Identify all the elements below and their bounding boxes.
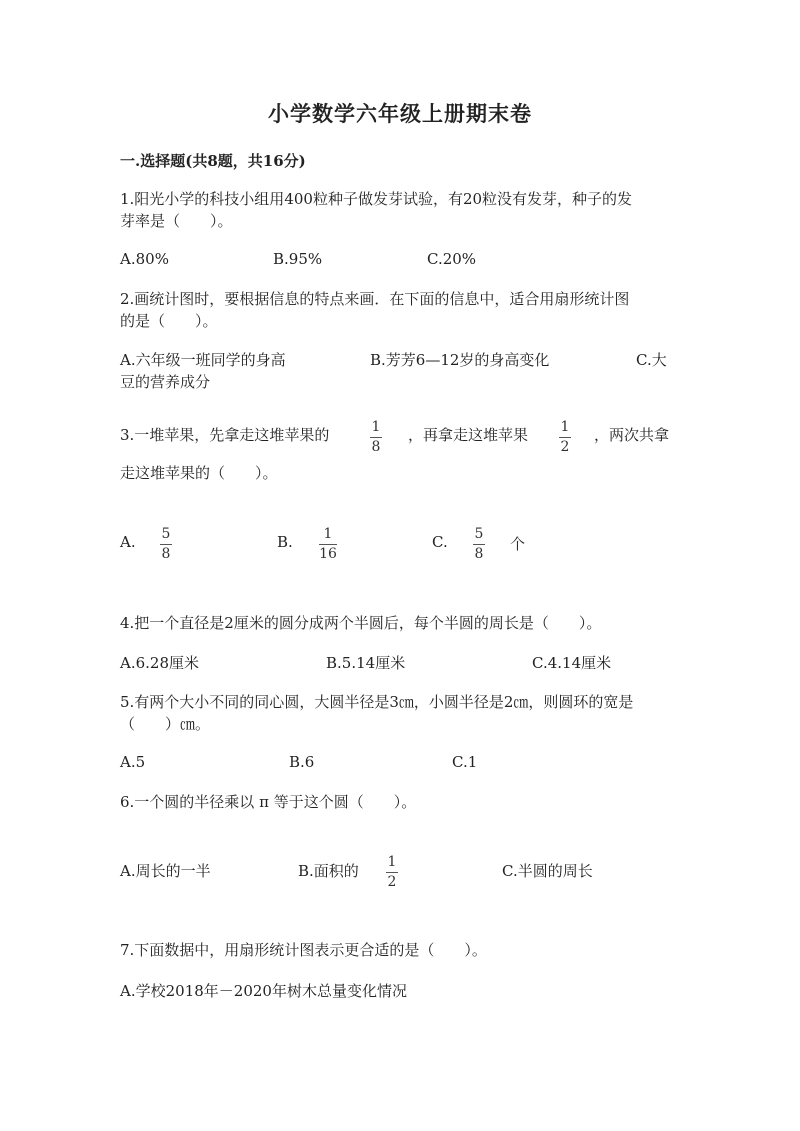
fraction-one-half xyxy=(559,419,571,455)
fraction-numerator: 1 xyxy=(560,419,570,435)
fraction-denominator: 8 xyxy=(371,439,381,455)
question-5-line-1: 5.有两个大小不同的同心圆，大圆半径是3㎝，小圆半径是2㎝，则圆环的宽是 xyxy=(120,693,634,711)
fraction-one-eighth xyxy=(370,419,382,455)
question-3-text-part-1: 3.一堆苹果，先拿走这堆苹果的 xyxy=(120,426,330,444)
question-5-line-2: （ ）㎝。 xyxy=(120,715,211,733)
question-3-option-a: A. xyxy=(120,533,136,551)
question-1-option-b: B.95% xyxy=(273,250,323,268)
question-6-option-b: B.面积的 xyxy=(298,862,359,880)
question-5-option-b: B.6 xyxy=(289,753,315,771)
option-a-fraction xyxy=(160,526,172,562)
option-c-fraction xyxy=(473,526,485,562)
question-4-option-c: C.4.14厘米 xyxy=(532,654,612,672)
question-6-line-1: 6.一个圆的半径乘以 π 等于这个圆（ ）。 xyxy=(120,793,417,811)
question-1-option-c: C.20% xyxy=(427,250,477,268)
question-2-line-1: 2.画统计图时，要根据信息的特点来画．在下面的信息中，适合用扇形统计图 xyxy=(120,290,630,308)
fraction-denominator: 8 xyxy=(161,546,171,562)
question-2-option-a: A.六年级一班同学的身高 xyxy=(120,351,286,369)
fraction-denominator: 16 xyxy=(319,546,337,562)
fraction-bar xyxy=(160,544,172,545)
question-2-line-2: 的是（ ）。 xyxy=(120,312,218,330)
question-1-line-2: 芽率是（ ）。 xyxy=(120,212,233,230)
question-3-text-part-2: ，再拿走这堆苹果 xyxy=(408,426,529,444)
question-5-option-a: A.5 xyxy=(120,753,146,771)
section-heading: 一.选择题(共8题，共16分) xyxy=(120,152,306,170)
question-6-option-c: C.半圆的周长 xyxy=(502,862,593,880)
question-3-option-c: C. xyxy=(432,533,448,551)
fraction-numerator: 1 xyxy=(323,526,333,542)
fraction-bar xyxy=(370,437,382,438)
fraction-denominator: 8 xyxy=(474,546,484,562)
question-4-line-1: 4.把一个直径是2厘米的圆分成两个半圆后，每个半圆的周长是（ ）。 xyxy=(120,614,602,632)
question-1-line-1: 1.阳光小学的科技小组用400粒种子做发芽试验，有20粒没有发芽，种子的发 xyxy=(120,190,633,208)
page-title: 小学数学六年级上册期末卷 xyxy=(268,101,532,126)
fraction-bar xyxy=(386,872,398,873)
fraction-numerator: 1 xyxy=(387,854,397,870)
option-b-fraction xyxy=(319,526,337,562)
fraction-numerator: 1 xyxy=(371,419,381,435)
question-2-option-c-continued: 豆的营养成分 xyxy=(120,373,211,391)
question-2-option-b: B.芳芳6—12岁的身高变化 xyxy=(370,351,550,369)
fraction-denominator: 2 xyxy=(387,874,397,890)
option-c-unit: 个 xyxy=(510,535,526,553)
question-3-line-2: 走这堆苹果的（ ）。 xyxy=(120,464,278,482)
question-7-option-a: A.学校2018年－2020年树木总量变化情况 xyxy=(120,982,407,1000)
question-6-option-a: A.周长的一半 xyxy=(120,862,211,880)
fraction-bar xyxy=(559,437,571,438)
fraction-bar xyxy=(473,544,485,545)
question-7-line-1: 7.下面数据中，用扇形统计图表示更合适的是（ ）。 xyxy=(120,941,487,959)
question-1-option-a: A.80% xyxy=(120,250,169,268)
fraction-bar xyxy=(319,544,337,545)
question-4-option-a: A.6.28厘米 xyxy=(120,654,199,672)
fraction-numerator: 5 xyxy=(474,526,484,542)
question-5-option-c: C.1 xyxy=(452,753,478,771)
question-4-option-b: B.5.14厘米 xyxy=(326,654,406,672)
question-2-option-c: C.大 xyxy=(636,351,667,369)
question-3-text-part-3: ，两次共拿 xyxy=(594,426,670,444)
fraction-denominator: 2 xyxy=(560,439,570,455)
option-b-fraction xyxy=(386,854,398,890)
question-3-option-b: B. xyxy=(277,533,293,551)
fraction-numerator: 5 xyxy=(161,526,171,542)
